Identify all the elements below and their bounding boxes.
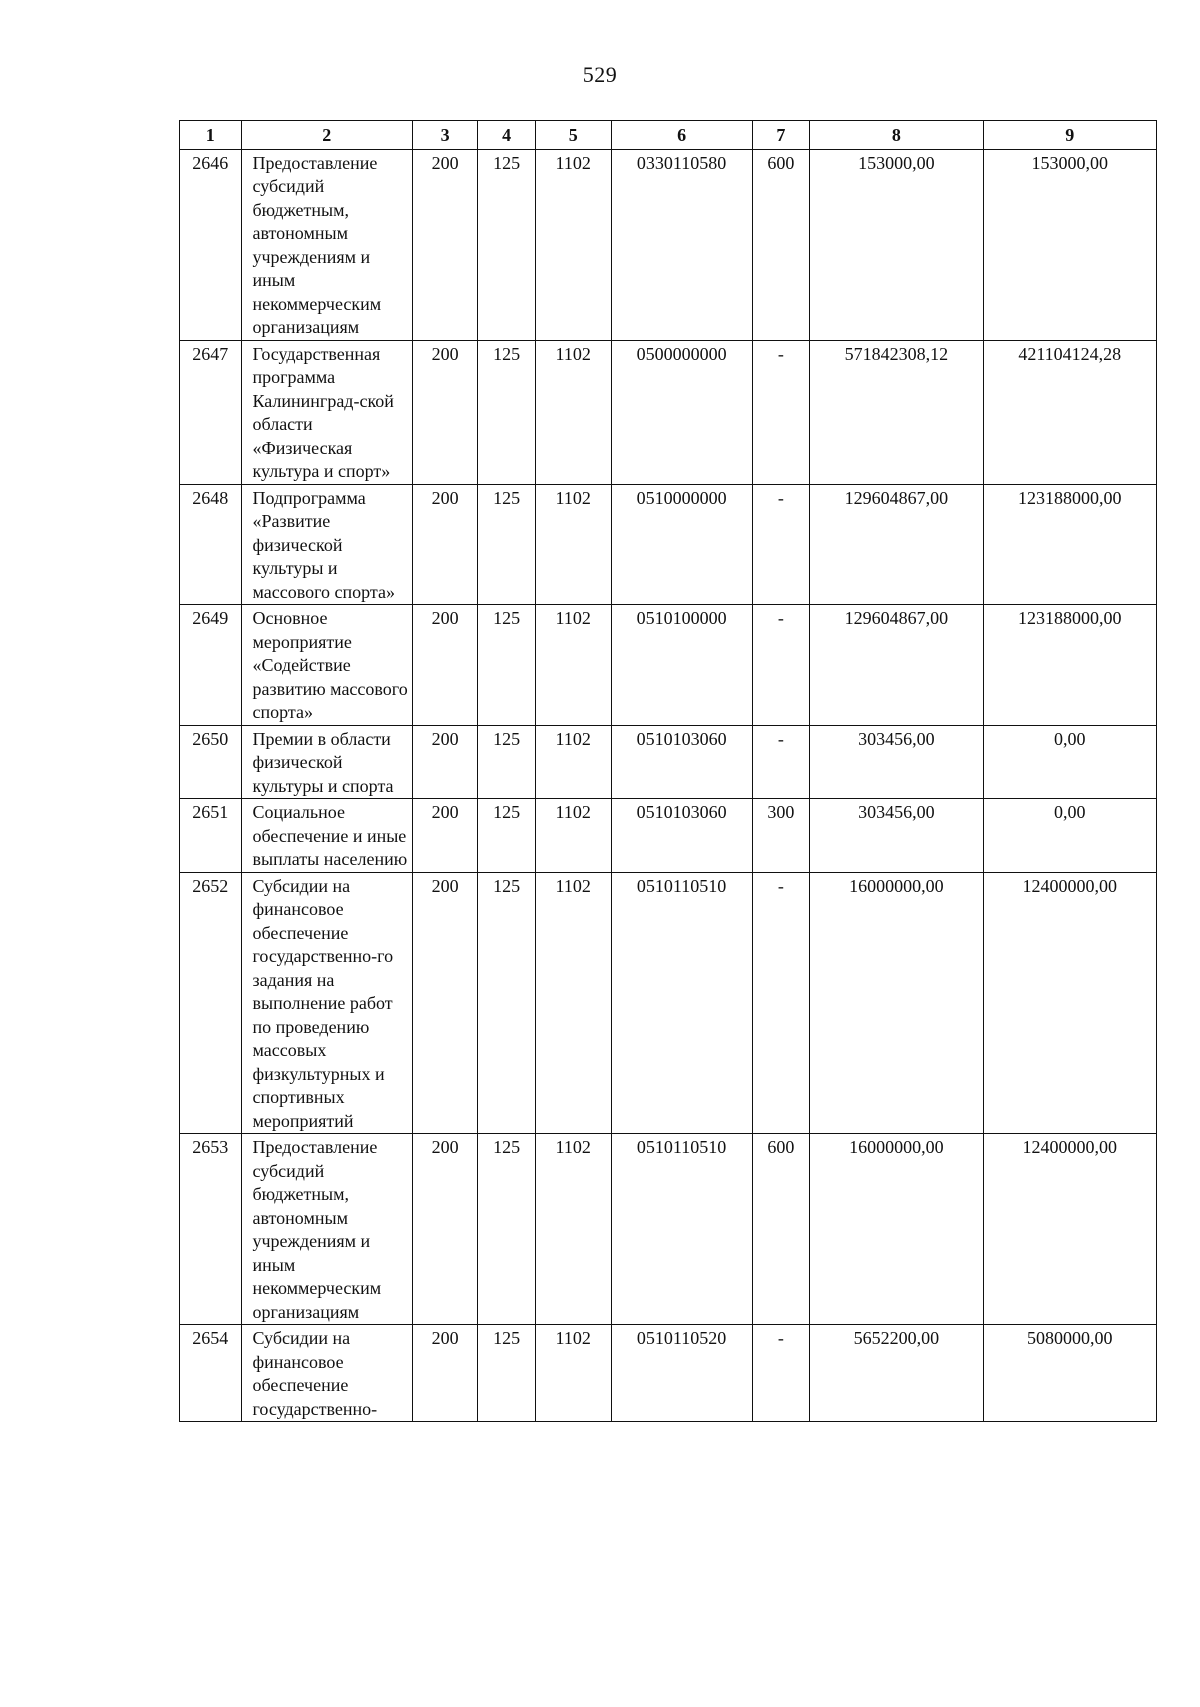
col-header: 5	[535, 121, 611, 150]
cell-col9: 12400000,00	[983, 1134, 1156, 1325]
cell-col6: 0510110520	[611, 1325, 752, 1422]
cell-col3: 200	[412, 1325, 478, 1422]
cell-col7: -	[752, 484, 809, 605]
row-name: Субсидии на финансовое обеспечение государственно-	[241, 1325, 412, 1422]
cell-col7: 600	[752, 149, 809, 340]
row-number: 2648	[180, 484, 242, 605]
cell-col5: 1102	[535, 340, 611, 484]
cell-col9: 5080000,00	[983, 1325, 1156, 1422]
page-number: 529	[582, 62, 618, 87]
cell-col3: 200	[412, 799, 478, 873]
cell-col6: 0510103060	[611, 799, 752, 873]
row-name: Предоставление субсидий бюджетным, автономным учреждениям и иным некоммерческим организациям	[241, 149, 412, 340]
col-header: 9	[983, 121, 1156, 150]
cell-col3: 200	[412, 340, 478, 484]
table-row	[180, 149, 1157, 340]
cell-col8: 153000,00	[810, 149, 983, 340]
col-header: 8	[810, 121, 983, 150]
col-header: 3	[412, 121, 478, 150]
cell-col6: 0510103060	[611, 725, 752, 799]
cell-col5: 1102	[535, 872, 611, 1134]
cell-col8: 129604867,00	[810, 605, 983, 726]
cell-col9: 12400000,00	[983, 872, 1156, 1134]
cell-col9: 421104124,28	[983, 340, 1156, 484]
table-row	[180, 872, 1157, 1134]
cell-col3: 200	[412, 1134, 478, 1325]
row-name: Субсидии на финансовое обеспечение государственно-го задания на выполнение работ по проведению массовых физкультурных и спортивных мероприятий	[241, 872, 412, 1134]
cell-col9: 0,00	[983, 725, 1156, 799]
cell-col5: 1102	[535, 605, 611, 726]
cell-col3: 200	[412, 484, 478, 605]
col-header: 2	[241, 121, 412, 150]
cell-col6: 0510110510	[611, 872, 752, 1134]
cell-col4: 125	[478, 605, 535, 726]
cell-col7: -	[752, 340, 809, 484]
cell-col5: 1102	[535, 725, 611, 799]
cell-col6: 0500000000	[611, 340, 752, 484]
row-name: Премии в области физической культуры и спорта	[241, 725, 412, 799]
cell-col4: 125	[478, 725, 535, 799]
cell-col8: 16000000,00	[810, 1134, 983, 1325]
row-number: 2653	[180, 1134, 242, 1325]
table-row	[180, 340, 1157, 484]
table-row	[180, 799, 1157, 873]
cell-col3: 200	[412, 872, 478, 1134]
row-number: 2652	[180, 872, 242, 1134]
cell-col8: 16000000,00	[810, 872, 983, 1134]
row-name: Государственная программа Калининград-ской области «Физическая культура и спорт»	[241, 340, 412, 484]
table-row	[180, 484, 1157, 605]
cell-col3: 200	[412, 725, 478, 799]
table-row	[180, 1325, 1157, 1422]
cell-col7: -	[752, 605, 809, 726]
cell-col4: 125	[478, 149, 535, 340]
cell-col8: 5652200,00	[810, 1325, 983, 1422]
cell-col5: 1102	[535, 1325, 611, 1422]
cell-col8: 129604867,00	[810, 484, 983, 605]
row-name: Подпрограмма «Развитие физической культуры и массового спорта»	[241, 484, 412, 605]
budget-table	[179, 120, 1157, 1422]
cell-col8: 303456,00	[810, 725, 983, 799]
cell-col4: 125	[478, 1134, 535, 1325]
cell-col7: 300	[752, 799, 809, 873]
cell-col9: 123188000,00	[983, 605, 1156, 726]
cell-col9: 123188000,00	[983, 484, 1156, 605]
row-name: Социальное обеспечение и иные выплаты населению	[241, 799, 412, 873]
col-header: 6	[611, 121, 752, 150]
cell-col6: 0330110580	[611, 149, 752, 340]
cell-col4: 125	[478, 484, 535, 605]
cell-col6: 0510110510	[611, 1134, 752, 1325]
table-row	[180, 605, 1157, 726]
row-number: 2646	[180, 149, 242, 340]
cell-col8: 571842308,12	[810, 340, 983, 484]
row-number: 2651	[180, 799, 242, 873]
cell-col9: 153000,00	[983, 149, 1156, 340]
row-number: 2650	[180, 725, 242, 799]
table-row	[180, 725, 1157, 799]
col-header: 4	[478, 121, 535, 150]
cell-col7: 600	[752, 1134, 809, 1325]
header-row	[180, 121, 1157, 150]
cell-col5: 1102	[535, 149, 611, 340]
cell-col3: 200	[412, 605, 478, 726]
cell-col4: 125	[478, 799, 535, 873]
cell-col3: 200	[412, 149, 478, 340]
cell-col6: 0510000000	[611, 484, 752, 605]
col-header: 1	[180, 121, 242, 150]
table-row	[180, 1134, 1157, 1325]
cell-col8: 303456,00	[810, 799, 983, 873]
cell-col7: -	[752, 1325, 809, 1422]
row-name: Основное мероприятие «Содействие развитию массового спорта»	[241, 605, 412, 726]
cell-col7: -	[752, 725, 809, 799]
cell-col5: 1102	[535, 799, 611, 873]
row-number: 2649	[180, 605, 242, 726]
col-header: 7	[752, 121, 809, 150]
cell-col7: -	[752, 872, 809, 1134]
row-name: Предоставление субсидий бюджетным, автономным учреждениям и иным некоммерческим организациям	[241, 1134, 412, 1325]
row-number: 2654	[180, 1325, 242, 1422]
row-number: 2647	[180, 340, 242, 484]
cell-col5: 1102	[535, 484, 611, 605]
cell-col4: 125	[478, 340, 535, 484]
cell-col4: 125	[478, 1325, 535, 1422]
cell-col5: 1102	[535, 1134, 611, 1325]
cell-col6: 0510100000	[611, 605, 752, 726]
cell-col9: 0,00	[983, 799, 1156, 873]
cell-col4: 125	[478, 872, 535, 1134]
